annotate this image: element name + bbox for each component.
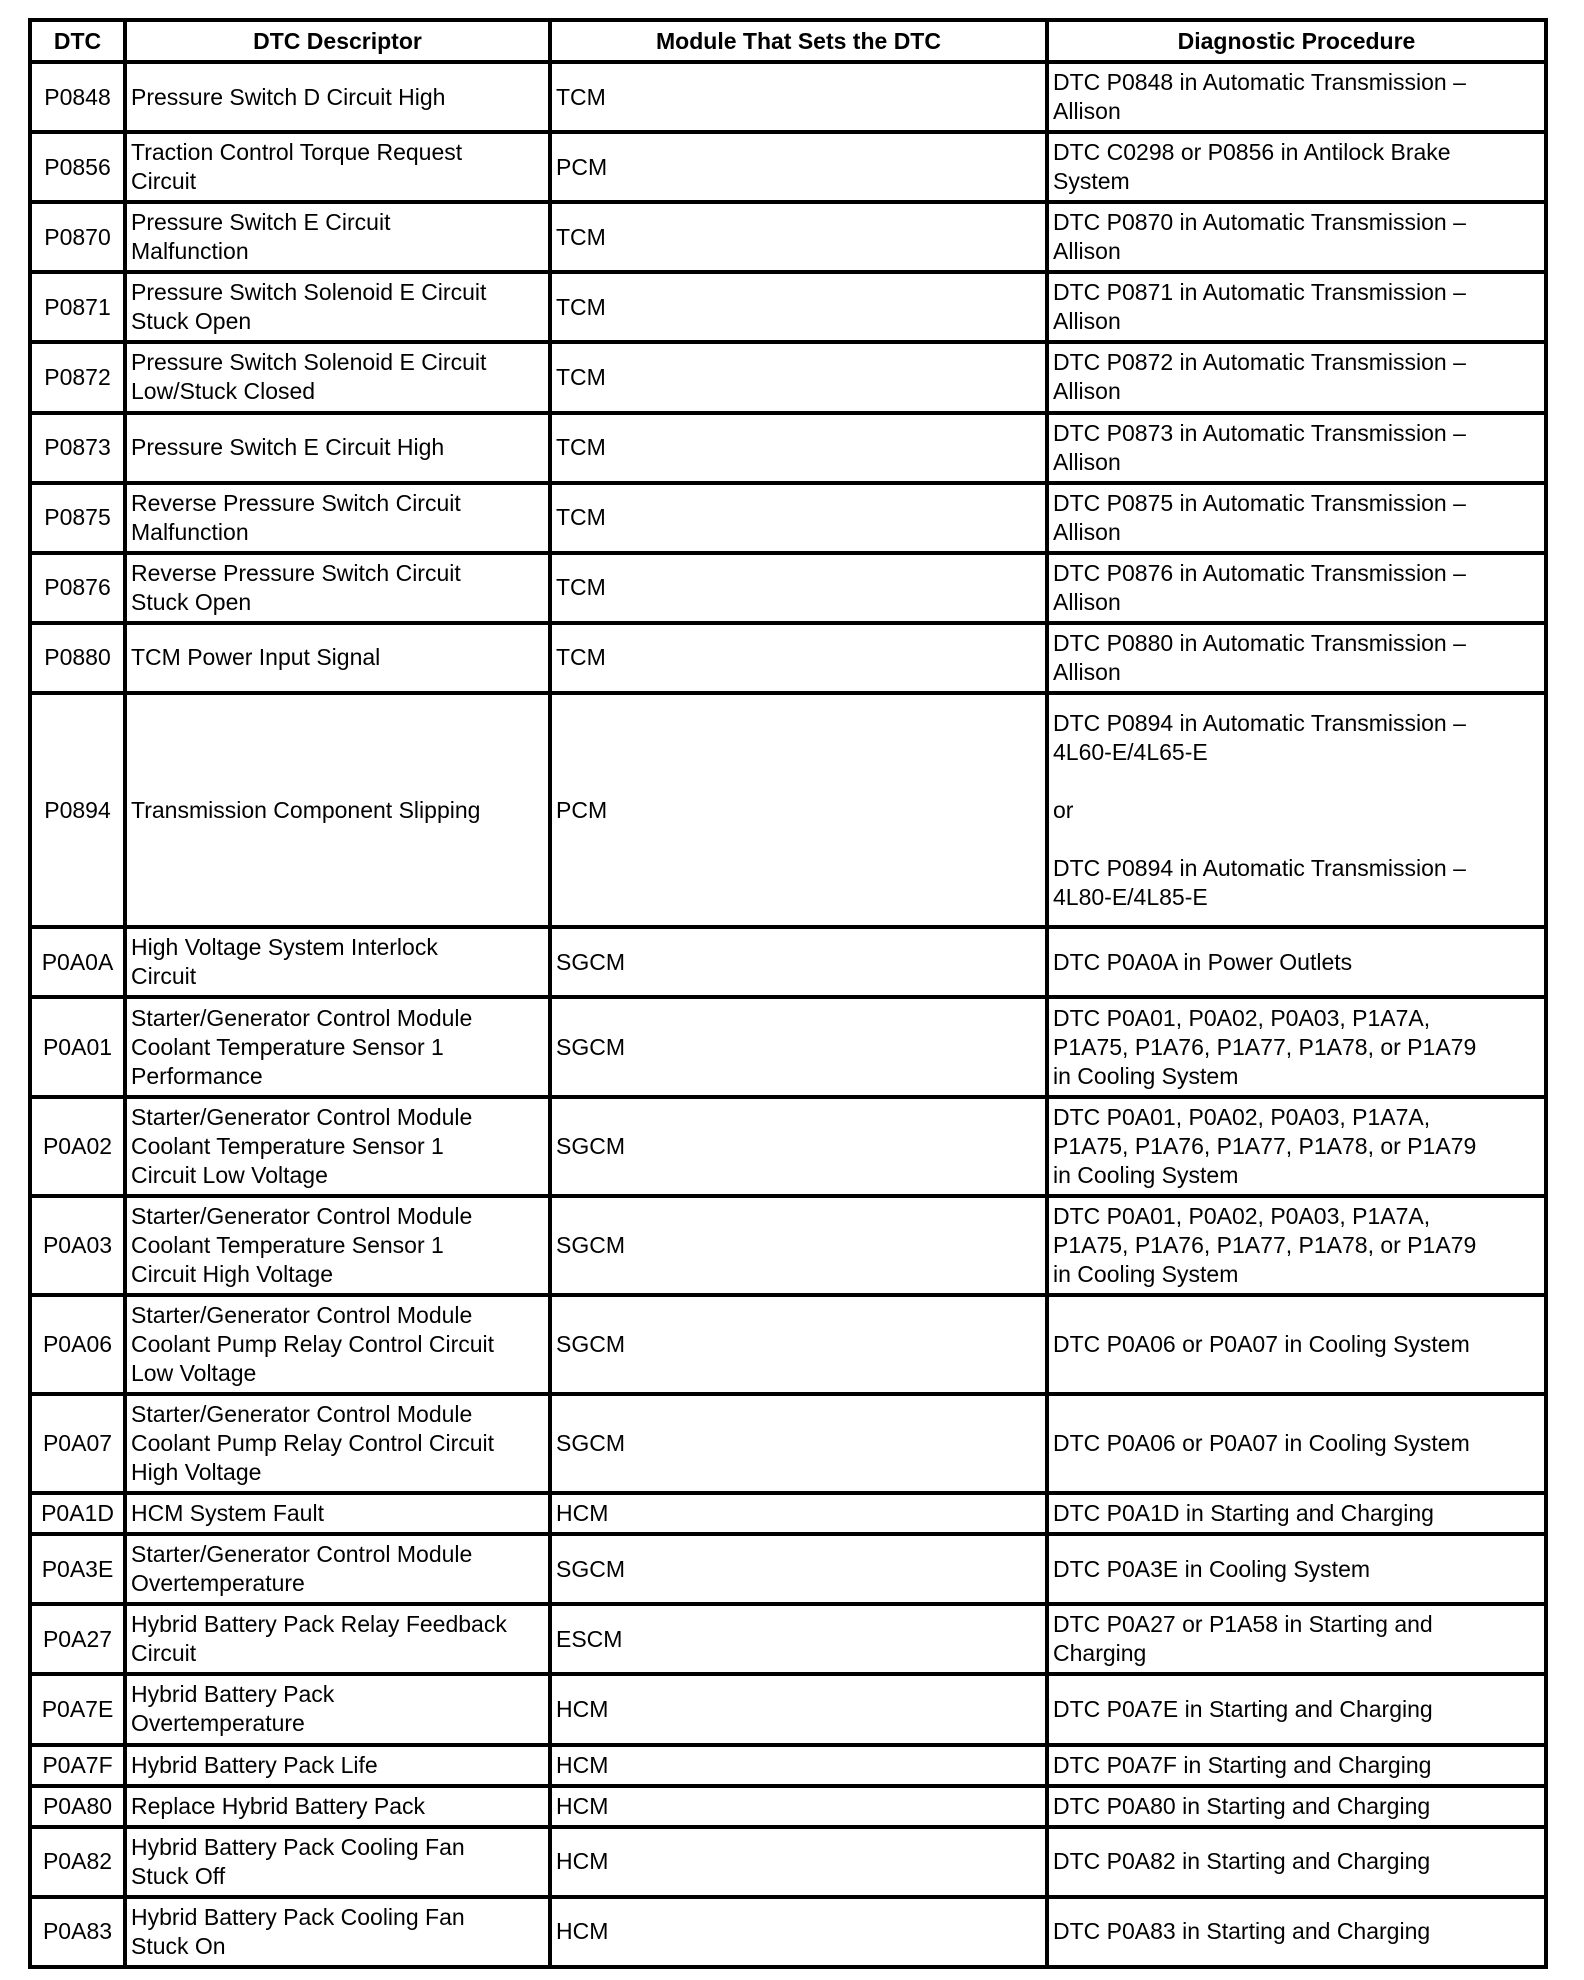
dtc-descriptor-cell: High Voltage System Interlock Circuit: [125, 927, 550, 997]
dtc-descriptor-cell: Replace Hybrid Battery Pack: [125, 1786, 550, 1827]
diagnostic-procedure-cell: DTC P0A3E in Cooling System: [1047, 1534, 1546, 1604]
diagnostic-procedure-cell: DTC P0A83 in Starting and Charging: [1047, 1897, 1546, 1967]
dtc-code-cell: P0880: [30, 623, 125, 693]
diagnostic-procedure-cell: DTC P0876 in Automatic Transmission – Allison: [1047, 553, 1546, 623]
header-module: Module That Sets the DTC: [550, 20, 1047, 62]
header-diagnostic-procedure: Diagnostic Procedure: [1047, 20, 1546, 62]
module-cell: TCM: [550, 202, 1047, 272]
dtc-code-cell: P0856: [30, 132, 125, 202]
dtc-code-cell: P0A06: [30, 1295, 125, 1394]
table-row: [30, 927, 1546, 997]
module-cell: SGCM: [550, 1534, 1047, 1604]
dtc-descriptor-cell: Starter/Generator Control Module Coolant Temperature Sensor 1 Performance: [125, 997, 550, 1096]
diagnostic-procedure-cell: DTC P0848 in Automatic Transmission – Allison: [1047, 62, 1546, 132]
module-cell: SGCM: [550, 1295, 1047, 1394]
dtc-descriptor-cell: Hybrid Battery Pack Life: [125, 1745, 550, 1786]
diagnostic-procedure-cell: DTC P0A0A in Power Outlets: [1047, 927, 1546, 997]
table-row: [30, 1827, 1546, 1897]
table-row: [30, 1674, 1546, 1744]
dtc-descriptor-cell: Starter/Generator Control Module Overtemperature: [125, 1534, 550, 1604]
module-cell: PCM: [550, 693, 1047, 927]
dtc-code-cell: P0A07: [30, 1394, 125, 1493]
table-row: [30, 623, 1546, 693]
dtc-code-cell: P0876: [30, 553, 125, 623]
diagnostic-procedure-cell: DTC P0A7F in Starting and Charging: [1047, 1745, 1546, 1786]
dtc-code-cell: P0A7E: [30, 1674, 125, 1744]
diagnostic-procedure-cell: DTC C0298 or P0856 in Antilock Brake System: [1047, 132, 1546, 202]
module-cell: SGCM: [550, 1097, 1047, 1196]
table-row: [30, 1295, 1546, 1394]
dtc-code-cell: P0871: [30, 272, 125, 342]
diagnostic-procedure-cell: DTC P0871 in Automatic Transmission – Allison: [1047, 272, 1546, 342]
table-row: [30, 1493, 1546, 1534]
dtc-descriptor-cell: HCM System Fault: [125, 1493, 550, 1534]
dtc-code-cell: P0A01: [30, 997, 125, 1096]
dtc-descriptor-cell: Pressure Switch Solenoid E Circuit Stuck Open: [125, 272, 550, 342]
table-row: [30, 483, 1546, 553]
table-row: [30, 1745, 1546, 1786]
dtc-descriptor-cell: Transmission Component Slipping: [125, 693, 550, 927]
dtc-code-cell: P0894: [30, 693, 125, 927]
module-cell: HCM: [550, 1786, 1047, 1827]
dtc-descriptor-cell: TCM Power Input Signal: [125, 623, 550, 693]
dtc-code-cell: P0A0A: [30, 927, 125, 997]
module-cell: HCM: [550, 1745, 1047, 1786]
diagnostic-procedure-cell: DTC P0872 in Automatic Transmission – Allison: [1047, 342, 1546, 412]
table-row: [30, 1097, 1546, 1196]
dtc-code-cell: P0A3E: [30, 1534, 125, 1604]
dtc-code-cell: P0872: [30, 342, 125, 412]
diagnostic-procedure-cell: DTC P0870 in Automatic Transmission – Allison: [1047, 202, 1546, 272]
diagnostic-procedure-cell: DTC P0A06 or P0A07 in Cooling System: [1047, 1394, 1546, 1493]
module-cell: SGCM: [550, 1394, 1047, 1493]
diagnostic-procedure-cell: DTC P0875 in Automatic Transmission – Allison: [1047, 483, 1546, 553]
diagnostic-procedure-cell: DTC P0A01, P0A02, P0A03, P1A7A, P1A75, P1A76, P1A77, P1A78, or P1A79 in Cooling System: [1047, 1097, 1546, 1196]
module-cell: TCM: [550, 413, 1047, 483]
dtc-descriptor-cell: Pressure Switch E Circuit Malfunction: [125, 202, 550, 272]
module-cell: TCM: [550, 623, 1047, 693]
table-row: [30, 997, 1546, 1096]
dtc-descriptor-cell: Starter/Generator Control Module Coolant Temperature Sensor 1 Circuit High Voltage: [125, 1196, 550, 1295]
dtc-descriptor-cell: Starter/Generator Control Module Coolant Pump Relay Control Circuit Low Voltage: [125, 1295, 550, 1394]
table-row: [30, 202, 1546, 272]
table-row: [30, 1897, 1546, 1967]
dtc-descriptor-cell: Hybrid Battery Pack Cooling Fan Stuck On: [125, 1897, 550, 1967]
header-dtc: DTC: [30, 20, 125, 62]
dtc-descriptor-cell: Hybrid Battery Pack Relay Feedback Circuit: [125, 1604, 550, 1674]
header-dtc-descriptor: DTC Descriptor: [125, 20, 550, 62]
dtc-code-cell: P0873: [30, 413, 125, 483]
dtc-descriptor-cell: Traction Control Torque Request Circuit: [125, 132, 550, 202]
module-cell: TCM: [550, 272, 1047, 342]
dtc-code-cell: P0A03: [30, 1196, 125, 1295]
dtc-descriptor-cell: Pressure Switch D Circuit High: [125, 62, 550, 132]
dtc-code-cell: P0A1D: [30, 1493, 125, 1534]
dtc-code-cell: P0A7F: [30, 1745, 125, 1786]
table-row: [30, 553, 1546, 623]
dtc-code-cell: P0A02: [30, 1097, 125, 1196]
module-cell: TCM: [550, 553, 1047, 623]
dtc-descriptor-cell: Hybrid Battery Pack Overtemperature: [125, 1674, 550, 1744]
table-row: [30, 1534, 1546, 1604]
diagnostic-procedure-cell: DTC P0880 in Automatic Transmission – Allison: [1047, 623, 1546, 693]
table-row: [30, 132, 1546, 202]
dtc-descriptor-cell: Pressure Switch E Circuit High: [125, 413, 550, 483]
dtc-descriptor-cell: Reverse Pressure Switch Circuit Stuck Open: [125, 553, 550, 623]
module-cell: SGCM: [550, 1196, 1047, 1295]
diagnostic-procedure-cell: DTC P0A27 or P1A58 in Starting and Charging: [1047, 1604, 1546, 1674]
dtc-code-cell: P0848: [30, 62, 125, 132]
dtc-descriptor-cell: Hybrid Battery Pack Cooling Fan Stuck Off: [125, 1827, 550, 1897]
dtc-code-cell: P0A80: [30, 1786, 125, 1827]
dtc-code-cell: P0A82: [30, 1827, 125, 1897]
diagnostic-procedure-cell: DTC P0A7E in Starting and Charging: [1047, 1674, 1546, 1744]
module-cell: SGCM: [550, 927, 1047, 997]
dtc-code-cell: P0A83: [30, 1897, 125, 1967]
module-cell: SGCM: [550, 997, 1047, 1096]
module-cell: TCM: [550, 483, 1047, 553]
table-row: [30, 342, 1546, 412]
table-row: [30, 1786, 1546, 1827]
table-row: [30, 62, 1546, 132]
dtc-descriptor-cell: Pressure Switch Solenoid E Circuit Low/Stuck Closed: [125, 342, 550, 412]
table-row: [30, 413, 1546, 483]
dtc-table: [28, 18, 1548, 1969]
dtc-descriptor-cell: Reverse Pressure Switch Circuit Malfunction: [125, 483, 550, 553]
diagnostic-procedure-cell: DTC P0A01, P0A02, P0A03, P1A7A, P1A75, P1A76, P1A77, P1A78, or P1A79 in Cooling System: [1047, 997, 1546, 1096]
module-cell: HCM: [550, 1827, 1047, 1897]
table-row: [30, 1394, 1546, 1493]
dtc-descriptor-cell: Starter/Generator Control Module Coolant Pump Relay Control Circuit High Voltage: [125, 1394, 550, 1493]
module-cell: ESCM: [550, 1604, 1047, 1674]
diagnostic-procedure-cell: DTC P0A82 in Starting and Charging: [1047, 1827, 1546, 1897]
diagnostic-procedure-cell: DTC P0A06 or P0A07 in Cooling System: [1047, 1295, 1546, 1394]
module-cell: PCM: [550, 132, 1047, 202]
table-row: [30, 1196, 1546, 1295]
diagnostic-procedure-cell: DTC P0A1D in Starting and Charging: [1047, 1493, 1546, 1534]
dtc-code-cell: P0870: [30, 202, 125, 272]
module-cell: HCM: [550, 1897, 1047, 1967]
diagnostic-procedure-cell: DTC P0A01, P0A02, P0A03, P1A7A, P1A75, P1A76, P1A77, P1A78, or P1A79 in Cooling System: [1047, 1196, 1546, 1295]
diagnostic-procedure-cell: DTC P0894 in Automatic Transmission – 4L60-E/4L65-E or DTC P0894 in Automatic Transmission – 4L80-E/4L85-E: [1047, 693, 1546, 927]
module-cell: TCM: [550, 62, 1047, 132]
table-row: [30, 693, 1546, 927]
module-cell: TCM: [550, 342, 1047, 412]
dtc-descriptor-cell: Starter/Generator Control Module Coolant Temperature Sensor 1 Circuit Low Voltage: [125, 1097, 550, 1196]
module-cell: HCM: [550, 1674, 1047, 1744]
dtc-code-cell: P0875: [30, 483, 125, 553]
table-row: [30, 272, 1546, 342]
diagnostic-procedure-cell: DTC P0873 in Automatic Transmission – Allison: [1047, 413, 1546, 483]
table-row: [30, 1604, 1546, 1674]
module-cell: HCM: [550, 1493, 1047, 1534]
dtc-code-cell: P0A27: [30, 1604, 125, 1674]
header-row: [30, 20, 1546, 62]
diagnostic-procedure-cell: DTC P0A80 in Starting and Charging: [1047, 1786, 1546, 1827]
